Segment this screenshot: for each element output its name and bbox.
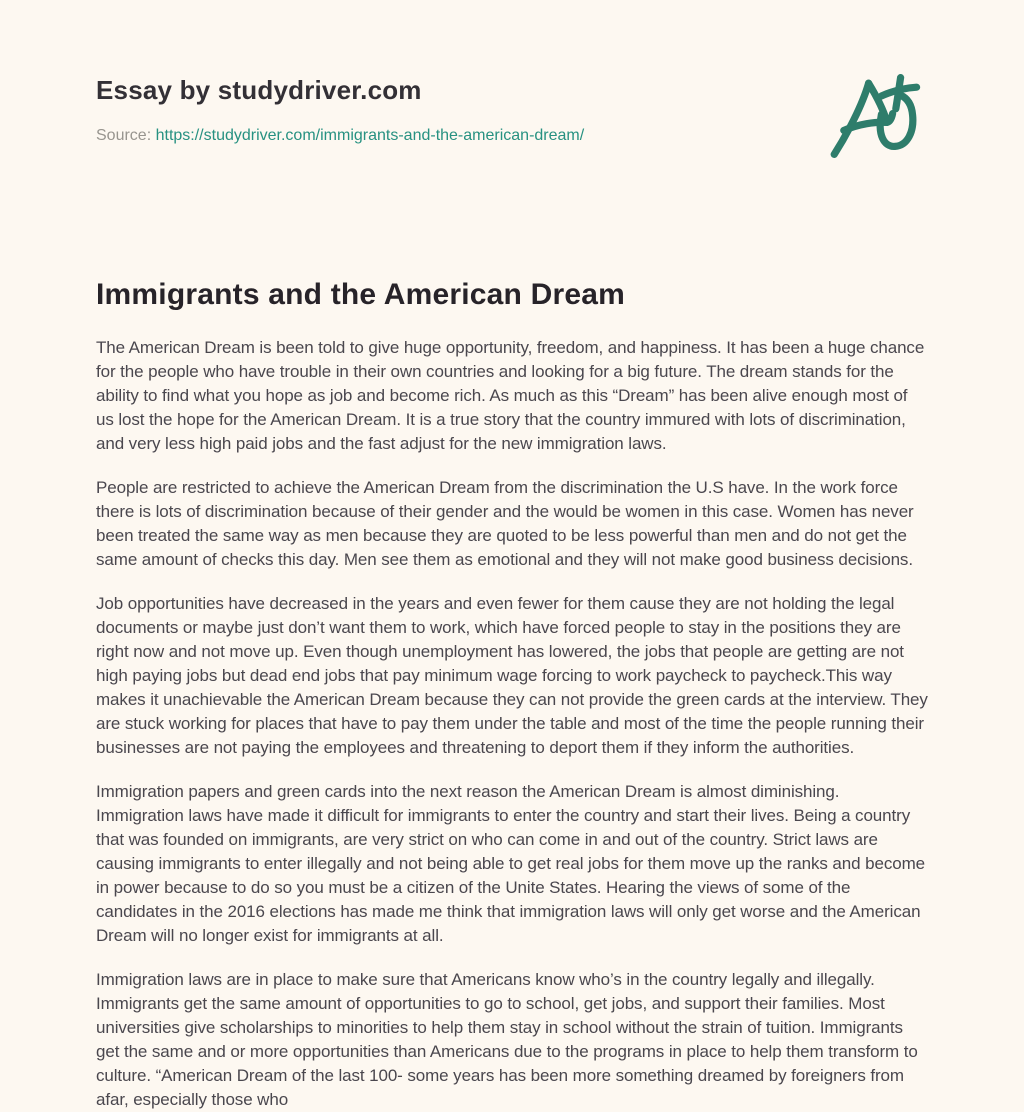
essay-paragraph-2: People are restricted to achieve the American Dream from the discrimination the U.S have. In the work force there is lots of discrimination because of their gender and the would be women in this case. Women has never been treated the same way as men because they are quoted to be less powerful than men and do not get the same amount of checks this day. Men see them as emotional and they will not make good business decisions. bbox=[96, 478, 914, 569]
essay-paragraph-1: The American Dream is been told to give huge opportunity, freedom, and happiness. It has been a huge chance for the people who have trouble in their own countries and looking for a big future. The dream stands for the ability to find what you hope as job and become rich. As much as this “Dream” has been alive enough most of us lost the hope for the American Dream. It is a true story that the country immured with lots of discrimination, and very less high paid jobs and the fast adjust for the new immigration laws. bbox=[96, 338, 925, 453]
essay-paragraph-3: Job opportunities have decreased in the years and even fewer for them cause they are not holding the legal documents or maybe just don’t want them to work, which have forced people to stay in the positions they are right now and not move up. Even though unemployment has lowered, the jobs that people are getting are not high paying jobs but dead end jobs that pay minimum wage forcing to work paycheck to paycheck.This way makes it unachievable the American Dream because they can not provide the green cards at the interview. They are stuck working for places that have to pay them under the table and most of the time the people running their businesses are not paying the employees and threatening to deport them if they inform the authorities. bbox=[96, 594, 928, 757]
essay-paragraph-4: Immigration papers and green cards into the next reason the American Dream is almost diminishing. Immigration laws have made it difficult for immigrants to enter the country and start their lives. Being a country that was founded on immigrants, are very strict on who can come in and out of the country. Strict laws are causing immigrants to enter illegally and not being able to get real jobs for them move up the ranks and become in power because to do so you must be a citizen of the Unite States. Hearing the views of some of the candidates in the 2016 elections has made me think that immigration laws will only get worse and the American Dream will no longer exist for immigrants at all. bbox=[96, 782, 925, 945]
source-label: Source: bbox=[96, 126, 152, 144]
essay-paragraph-5: Immigration laws are in place to make sure that Americans know who’s in the country legally and illegally. Immigrants get the same amount of opportunities to go to school, get jobs, and support their families. Most universities give scholarships to minorities to help them stay in school without the strain of tuition. Immigrants get the same and or more opportunities than Americans due to the programs in place to help them transform to culture. “American Dream of the last 100- some years has been more something dreamed by foreigners from afar, especially those who bbox=[96, 970, 918, 1109]
page-header bbox=[96, 76, 928, 168]
source-line bbox=[96, 127, 584, 145]
essay-by-heading: Essay by studydriver.com bbox=[96, 75, 422, 105]
studydriver-a-plus-logo-icon bbox=[822, 72, 928, 168]
essay-title: Immigrants and the American Dream bbox=[96, 278, 625, 311]
source-url-link[interactable]: https://studydriver.com/immigrants-and-the-american-dream/ bbox=[155, 126, 585, 144]
essay-body bbox=[96, 336, 928, 1112]
